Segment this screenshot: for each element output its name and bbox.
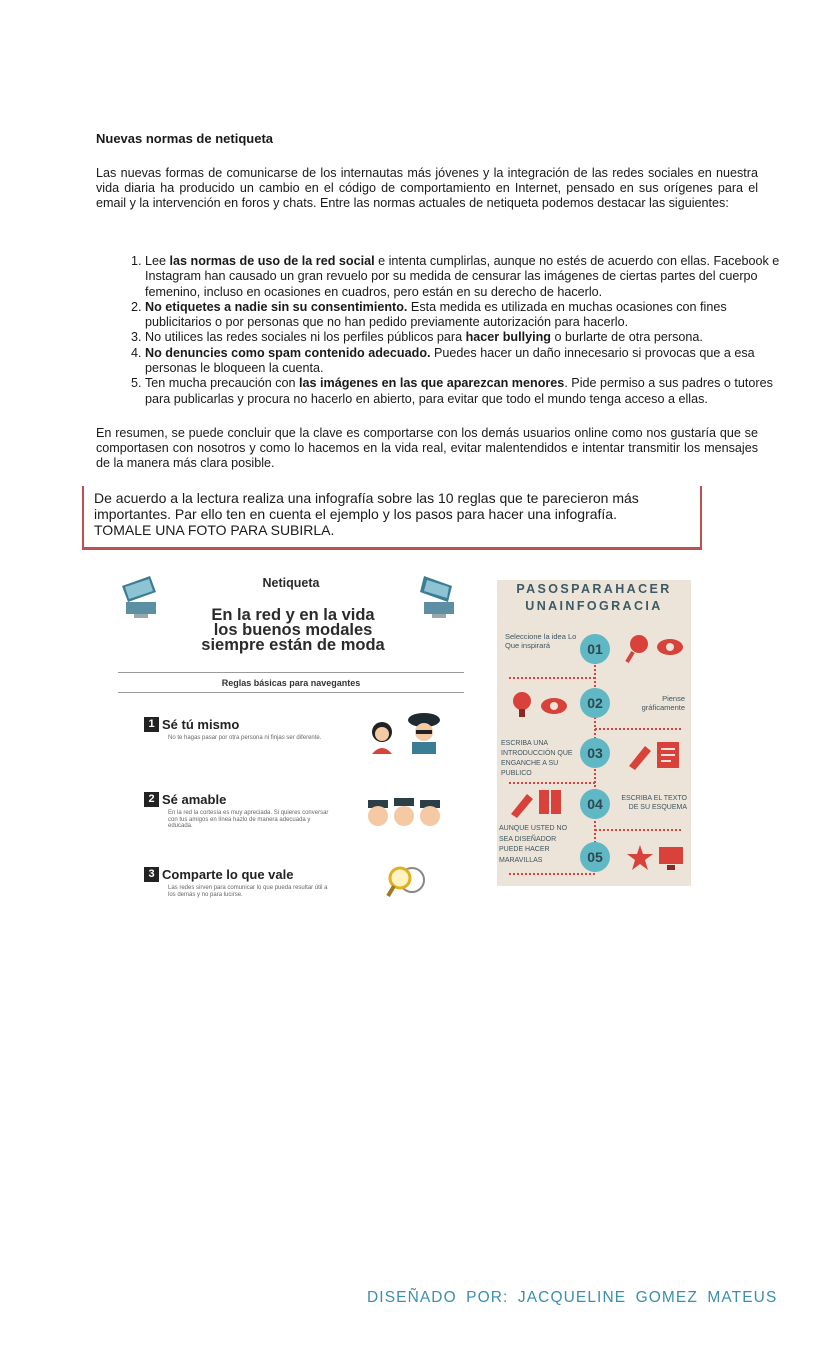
step-text: Piense gráficamente xyxy=(641,694,685,712)
slogan-line: siempre están de moda xyxy=(201,636,385,654)
step-number: 02 xyxy=(580,688,610,718)
infographic-subtitle: Reglas básicas para navegantes xyxy=(221,678,361,688)
pencil-document-icon xyxy=(625,740,683,770)
friendly-faces-icon xyxy=(366,798,446,834)
timeline-dots xyxy=(509,873,595,875)
step-number: 05 xyxy=(580,842,610,872)
timeline-dots xyxy=(595,728,681,730)
task-box xyxy=(82,486,702,550)
rule-description: Las redes sirven para comunicar lo que pueda resultar útil a los demás y no para lucirse. xyxy=(168,885,328,898)
rule-title: Sé amable xyxy=(162,792,227,808)
author-footer: DISEÑADO POR: JACQUELINE GOMEZ MATEUS xyxy=(367,1289,778,1306)
bulb-eye-icon xyxy=(511,690,571,720)
divider xyxy=(118,672,464,673)
star-monitor-icon xyxy=(627,844,687,874)
list-item: 1. Lee las normas de uso de la red social e intenta cumplirlas, aunque no estés de acuerdo con ellas. Facebook e Instagram han causado un gran revuelo por su medida de censurar las imágenes de ciertas partes del cuerpo femenino, incluso en ocasiones en cuadros, pero están en su derecho de hacerlo. xyxy=(145,254,783,300)
step-text: ESCRIBA UNA INTRODUCCIÓN QUE ENGANCHE A SU PUBLICO xyxy=(501,740,573,777)
infographic-steps xyxy=(497,580,691,886)
divider xyxy=(118,692,464,693)
slogan-line: En la red y en la vida xyxy=(211,606,375,624)
list-item: 2. No etiquetes a nadie sin su consentimiento. Esta medida es utilizada en muchas ocasiones con fines publicitarios o por personas que no han pedido previamente autorización para hacerlo. xyxy=(145,300,783,331)
intro-paragraph: Las nuevas formas de comunicarse de los internautas más jóvenes y la integración de las redes sociales en nuestra vida diaria ha producido un cambio en el código de comportamiento en Internet, pensado en sus orígenes para el email y la intervención en foros y chats. Entre las normas actuales de netiqueta podemos destacar las siguientes: xyxy=(96,166,758,211)
timeline-dots xyxy=(595,829,681,831)
timeline-dots xyxy=(509,782,595,784)
rule-number: 3 xyxy=(144,867,159,882)
rule-number: 2 xyxy=(144,792,159,807)
step-text: ESCRIBA EL TEXTO DE SU ESQUEMA xyxy=(621,795,687,811)
task-line: TOMALE UNA FOTO PARA SUBIRLA. xyxy=(94,522,335,538)
list-item: 3. No utilices las redes sociales ni los perfiles públicos para hacer bullying o burlarte de otra persona. xyxy=(145,330,783,345)
timeline-dots xyxy=(509,677,595,679)
section-heading: Nuevas normas de netiqueta xyxy=(96,131,273,146)
infographic-heading: Netiqueta xyxy=(262,576,320,590)
rule-number: 1 xyxy=(144,717,159,732)
step-text: Seleccione la idea Lo Que inspirará xyxy=(505,632,577,650)
netiquette-rules-list xyxy=(120,254,783,407)
netiquette-infographic xyxy=(114,564,468,914)
step-number: 03 xyxy=(580,738,610,768)
step-number: 04 xyxy=(580,789,610,819)
pencil-book-icon xyxy=(507,788,565,818)
summary-paragraph: En resumen, se puede concluir que la clave es comportarse con los demás usuarios online como nos gustaría que se comportasen con nosotros y como lo hacemos en la vida real, evitar malentendidos e intentar transmitir los mensajes de la manera más clara posible. xyxy=(96,426,758,471)
slogan-line: los buenos modales xyxy=(213,621,373,639)
task-line: importantes. Par ello ten en cuenta el ejemplo y los pasos para hacer una infografía. xyxy=(94,506,617,522)
rule-title: Comparte lo que vale xyxy=(162,867,294,883)
list-item: 5. Ten mucha precaución con las imágenes en las que aparezcan menores. Pide permiso a sus padres o tutores para publicarlas y procura no hacerlo en abierto, para evitar que todo el mundo tenga acceso a ellas. xyxy=(145,376,783,407)
rule-description: No te hagas pasar por otra persona ni finjas ser diferente. xyxy=(168,735,322,741)
infographic-title: PASOSPARAHACER xyxy=(516,582,672,596)
task-line: De acuerdo a la lectura realiza una infografía sobre las 10 reglas que te parecieron más xyxy=(94,490,639,506)
infographic-title: UNAINFOGRACIA xyxy=(525,599,663,613)
magnifier-globe-icon xyxy=(384,864,430,900)
step-number: 01 xyxy=(580,634,610,664)
masked-people-icon xyxy=(366,710,446,756)
rule-title: Sé tú mismo xyxy=(162,717,240,733)
list-item: 4. No denuncies como spam contenido adecuado. Puedes hacer un daño innecesario si provocas que a esa personas le bloqueen la cuenta. xyxy=(145,346,783,377)
step-text: AUNQUE USTED NO SEA DISEÑADOR PUEDE HACER MARAVILLAS xyxy=(499,825,568,864)
magnifier-eye-icon xyxy=(625,632,685,666)
infographic-slogan xyxy=(154,608,432,653)
rule-description: En la red la cortesía es muy apreciada. Si quieres conversar con tus amigos en línea hazlo de manera adecuada y educada. xyxy=(168,810,329,829)
